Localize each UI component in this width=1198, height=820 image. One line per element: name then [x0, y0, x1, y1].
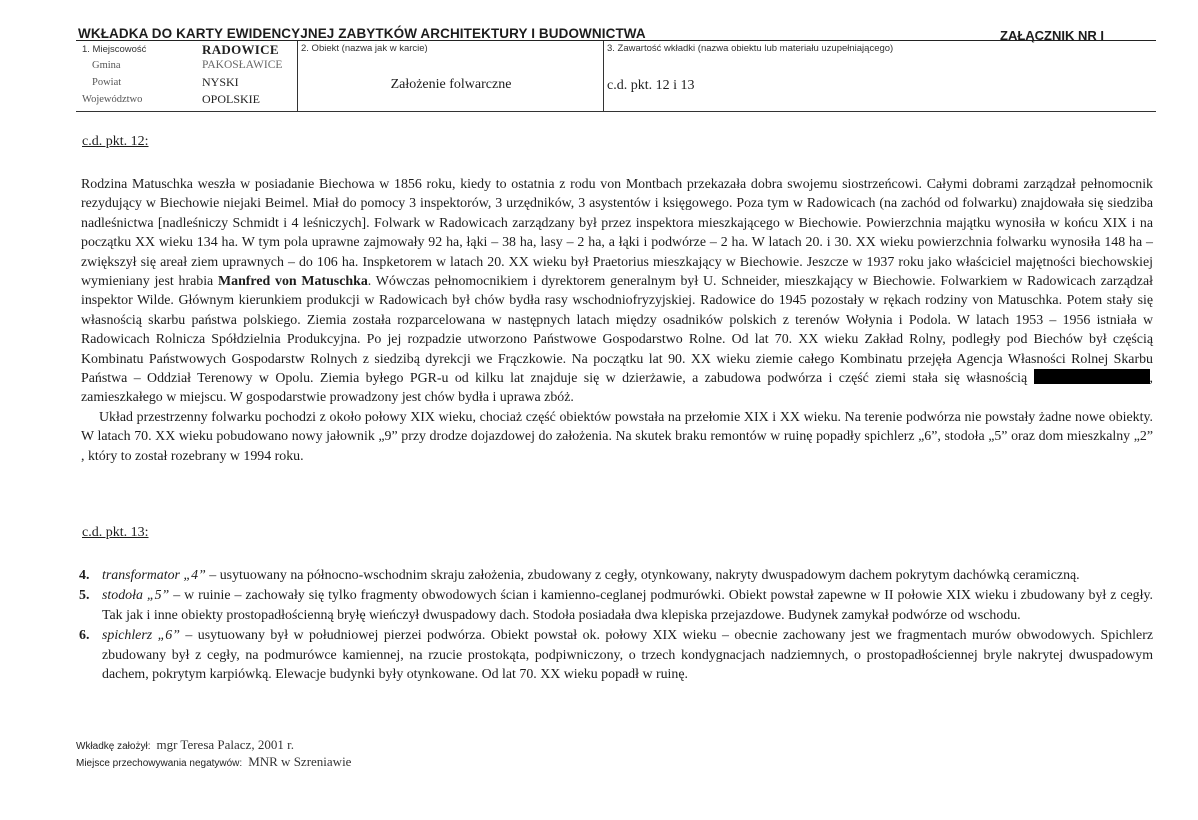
content-caption: 3. Zawartość wkładki (nazwa obiektu lub materiału uzupełniającego) [607, 43, 894, 54]
storage-value: MNR w Szreniawie [248, 754, 352, 769]
commune-label: Gmina [92, 60, 121, 71]
storage-line [76, 753, 351, 771]
section-13-heading: c.d. pkt. 13: [82, 525, 149, 540]
author-value: mgr Teresa Palacz, 2001 r. [156, 737, 294, 752]
county-label: Powiat [92, 77, 122, 88]
section-12-body [81, 175, 1153, 466]
list-item [79, 626, 1153, 684]
voivodeship-label: Województwo [82, 94, 143, 105]
redaction-bar [1034, 369, 1150, 384]
item-term: stodoła „5” [102, 588, 170, 604]
metadata-table [76, 41, 1156, 112]
item-text: – usytuowany był w południowej pierzei podwórza. Obiekt powstał ok. połowy XIX wieku – obecnie zachowany jest we fragmentach murów obwodowych. Spichlerz zbudowany był z cegły, na podmurówce kamiennej, na rzucie prostokąta, podpiwniczony, o trzech kondygnacjach nadziemnych, o prostopadłościennej bryle nakrytej dwuspadowym dachem, pokrytym karpiówką. Elewacje budynki były otynkowane. Od lat 70. XX wieku popadł w ruinę. [102, 628, 1153, 683]
list-item [79, 586, 1153, 625]
section-13-list [79, 566, 1153, 685]
item-term: spichlerz „6” [102, 628, 180, 644]
document-title: WKŁADKA DO KARTY EWIDENCYJNEJ ZABYTKÓW ARCHITEKTURY I BUDOWNICTWA [78, 26, 646, 41]
section-12-paragraph-2: Układ przestrzenny folwarku pochodzi z około połowy XIX wieku, chociaż część obiektów powstała na przełomie XIX i XX wieku. Na terenie podwórza nie powstały żadne nowe obiekty. W latach 70. XX wieku pobudowano nowy jałownik „9” przy drodze dojazdowej do założenia. Na skutek braku remontów w ruinę popadły spichlerz „6”, stodoła „5” oraz dom mieszkalny „2” , który to został rozebrany w 1994 roku. [81, 409, 1153, 464]
location-cell [76, 41, 298, 112]
item-number: 5. [79, 588, 90, 604]
paragraph-text: Rodzina Matuschka weszła w posiadanie Biechowa w 1856 roku, kiedy to ostatnia z rodu von Montbach przekazała dobra swojemu siostrzeńcowi. Całymi dobrami zarządzał pełnomocnik rezydujący w Biechowie niejaki Beimel. Miał do pomocy 3 inspektorów, 3 urzędników, 3 asystentów i księgowego. Poza tym w Radowicach (na zachód od folwarku) znajdowała się siedziba nadleśnictwa [nadleśniczy Schmidt i 4 leśniczych]. Folwark w Radowicach zarządzany był przez inspektora mieszkającego w Biechowie. Powierzchnia majątku wynosiła w końcu XIX i na początku XX wieku 134 ha. W tym pola uprawne zajmowały 92 ha, łąki – 38 ha, lasy – 2 ha, a łąki i podwórze – 2 ha. W latach 20. i 30. XX wieku powierzchnia folwarku wynosiła 148 ha – zwiększył się areał ziem uprawnych – do 106 ha. Inspketorem w latach 20. XX wieku był Praetorius mieszkający w Biechowie. Jeszcze w 1937 roku jako właściciel majętności biechowskiej wymieniany jest hrabia [81, 177, 1153, 290]
author-label: Wkładkę założył: [76, 741, 151, 752]
author-line [76, 736, 294, 754]
owner-name: Manfred von Matuschka [218, 274, 368, 290]
voivodeship-value: OPOLSKIE [202, 92, 261, 106]
storage-label: Miejsce przechowywania negatywów: [76, 758, 243, 769]
content-cell [604, 41, 1156, 112]
paragraph-text: , zamieszkałego w miejscu. W gospodarstwie prowadzony jest chów bydła i uprawa zbóż. [81, 371, 1153, 406]
section-12-heading: c.d. pkt. 12: [82, 134, 149, 149]
object-caption: 2. Obiekt (nazwa jak w karcie) [301, 43, 428, 54]
paragraph-text: . Wówczas pełnomocnikiem i dyrektorem generalnym był U. Schneider, mieszkający w Biechowie. Folwarkiem w Radowicach zarządzał inspektor Wilde. Głównym kierunkiem produkcji w Radowicach był chów bydła rasy wschodniofryzyjskiej. Radowice do 1945 pozostały w rękach rodziny von Matuschka. Potem stały się własnością skarbu państwa polskiego. Ziemia została rozparcelowana w następnych latach między osadników polskich z terenów Wołynia i Podola. W latach 1953 – 1956 istniała w Radowicach Rolnicza Spółdzielnia Produkcyjna. Po jej rozpadzie utworzono Państwowe Gospodarstwo Rolne. Od lat 70. XX wieku Zakład Rolny, podległy pod Biechów był częścią Kombinatu Państwowych Gospodarstw Rolnych z siedzibą dyrekcji we Frączkowie. Na początku lat 90. XX wieku ziemie całego Kombinatu przejęła Agencja Własności Rolnej Skarbu Państwa – Oddział Terenowy w Opolu. Ziemia byłego PGR-u od kilku lat znajduje się w dzierżawie, a zabudowa podwórza i część ziemi stała się własnością [81, 274, 1153, 387]
section-12-paragraph-1 [81, 175, 1153, 408]
location-label: 1. Miejscowość [82, 44, 147, 55]
location-value: RADOWICE [202, 42, 279, 57]
item-text: – usytuowany na północno-wschodnim skraju założenia, zbudowany z cegły, otynkowany, nakryty dwuspadowym dachem pokrytym dachówką ceramiczną. [205, 568, 1080, 583]
object-value: Założenie folwarczne [390, 77, 512, 92]
item-term: transformator „4” [102, 568, 206, 583]
object-cell [298, 41, 604, 112]
list-item [79, 566, 1153, 585]
content-value: c.d. pkt. 12 i 13 [607, 78, 695, 93]
item-text: – w ruinie – zachowały się tylko fragmenty obwodowych ścian i kamienno-ceglanej podmurówki. Obiekt powstał zapewne w II połowie XIX wieku i zbudowany był z cegły. Tak jak i inne obiekty prostopadłościenną bryłę wieńczył dwuspadowy dach. Stodoła posiadała dwa klepiska przejazdowe. Budynek zamykał podwórze od wschodu. [102, 588, 1153, 623]
commune-value: PAKOSŁAWICE [202, 59, 283, 71]
item-number: 4. [79, 568, 90, 583]
county-value: NYSKI [202, 75, 239, 89]
item-number: 6. [79, 628, 90, 644]
annex-number: ZAŁĄCZNIK NR I [1000, 28, 1104, 43]
